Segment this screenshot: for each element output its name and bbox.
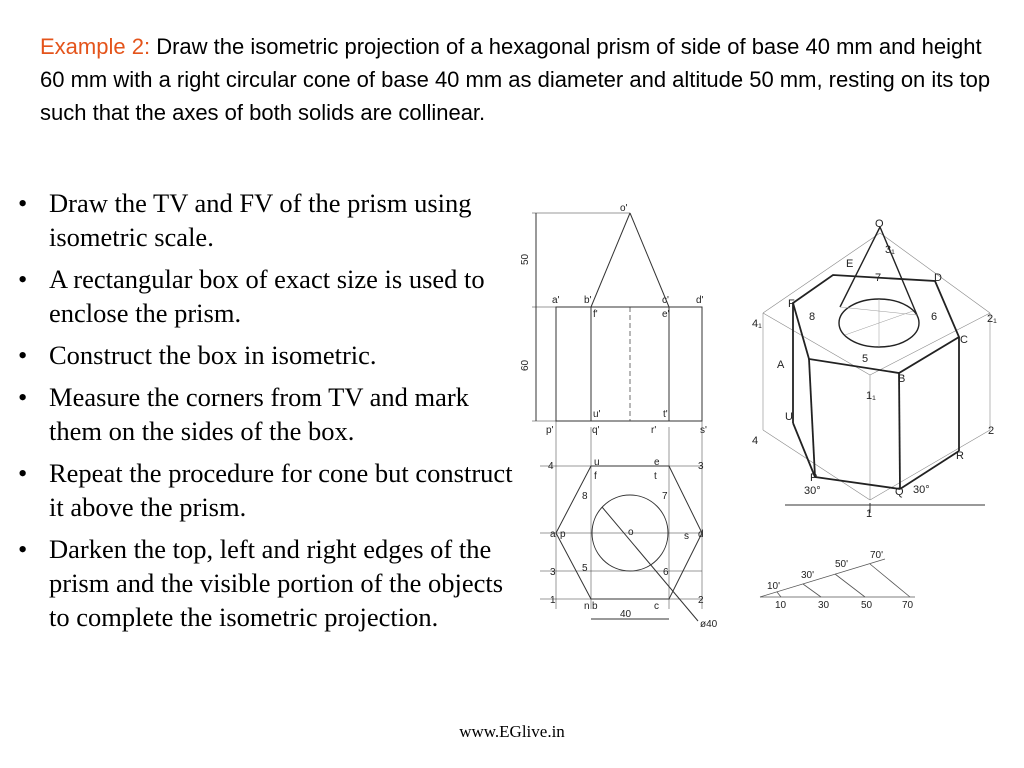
svg-text:3₁: 3₁ (885, 244, 895, 256)
svg-text:e': e' (662, 309, 670, 320)
svg-text:3: 3 (698, 461, 704, 472)
list-item-text: Construct the box in isometric. (49, 340, 377, 370)
svg-text:b: b (592, 601, 598, 612)
svg-text:d: d (698, 529, 704, 540)
svg-text:2: 2 (698, 595, 704, 606)
svg-text:1: 1 (550, 595, 556, 606)
svg-text:6: 6 (931, 311, 938, 323)
svg-text:d': d' (696, 295, 704, 306)
svg-text:b': b' (584, 295, 592, 306)
svg-text:n: n (584, 601, 590, 612)
orthographic-views-drawing (520, 195, 735, 640)
list-item-text: Repeat the procedure for cone but construct it above the prism. (49, 458, 513, 522)
problem-text: Draw the isometric projection of a hexagonal prism of side of base 40 mm and height 60 mm with a right circular cone of base 40 mm as diameter and altitude 50 mm, resting on its top such that the axes of both solids are collinear. (40, 34, 991, 125)
svg-text:q': q' (592, 425, 600, 436)
svg-text:50': 50' (835, 559, 849, 570)
list-item (18, 456, 523, 524)
svg-text:50: 50 (520, 253, 531, 265)
svg-text:a: a (550, 529, 556, 540)
isometric-projection-drawing (745, 215, 1010, 525)
svg-text:2: 2 (988, 425, 995, 437)
list-item (18, 262, 523, 330)
svg-text:C: C (960, 334, 968, 346)
svg-text:30°: 30° (804, 485, 821, 497)
svg-text:e: e (654, 457, 660, 468)
list-item-text: Draw the TV and FV of the prism using isometric scale. (49, 188, 472, 252)
isometric-scale-drawing (755, 545, 925, 615)
svg-text:8: 8 (809, 311, 816, 323)
svg-text:c: c (654, 601, 659, 612)
svg-text:o: o (628, 527, 634, 538)
svg-text:U: U (785, 411, 793, 423)
list-item (18, 380, 523, 448)
svg-text:7: 7 (875, 272, 882, 284)
svg-text:4: 4 (548, 461, 554, 472)
svg-text:4₁: 4₁ (752, 318, 762, 330)
svg-text:E: E (846, 258, 854, 270)
list-item (18, 338, 523, 372)
svg-text:60: 60 (520, 359, 531, 371)
svg-text:s': s' (700, 425, 707, 436)
svg-text:1: 1 (866, 508, 873, 520)
bullet-icon: • (18, 340, 28, 370)
svg-text:70': 70' (870, 550, 884, 561)
bullet-icon: • (18, 382, 28, 412)
svg-text:30': 30' (801, 570, 815, 581)
svg-text:10: 10 (775, 600, 787, 611)
svg-text:30: 30 (818, 600, 830, 611)
svg-text:B: B (898, 373, 906, 385)
list-item-text: A rectangular box of exact size is used to enclose the prism. (49, 264, 485, 328)
svg-text:50: 50 (861, 600, 873, 611)
problem-statement (40, 30, 1000, 129)
svg-text:u': u' (593, 409, 601, 420)
list-item-text: Darken the top, left and right edges of the prism and the visible portion of the objects to complete the isometric projection. (49, 534, 504, 632)
svg-text:a': a' (552, 295, 560, 306)
svg-text:70: 70 (902, 600, 914, 611)
svg-text:o': o' (620, 203, 628, 214)
svg-text:30°: 30° (913, 484, 930, 496)
example-label: Example 2: (40, 34, 151, 59)
svg-text:u: u (594, 457, 600, 468)
svg-text:r': r' (651, 425, 657, 436)
svg-text:p': p' (546, 425, 554, 436)
svg-text:10': 10' (767, 581, 781, 592)
svg-text:5: 5 (862, 353, 869, 365)
svg-text:f': f' (593, 309, 598, 320)
svg-text:p: p (560, 529, 566, 540)
footer-url: www.EGlive.in (459, 722, 565, 741)
list-item (18, 532, 523, 634)
svg-text:c': c' (662, 295, 669, 306)
svg-text:1₁: 1₁ (866, 390, 876, 402)
svg-text:F: F (788, 298, 795, 310)
svg-text:P: P (810, 472, 818, 484)
svg-text:O: O (875, 218, 884, 230)
svg-text:5: 5 (582, 563, 588, 574)
list-item-text: Measure the corners from TV and mark them on the sides of the box. (49, 382, 469, 446)
svg-text:A: A (777, 359, 785, 371)
bullet-icon: • (18, 458, 28, 488)
list-item (18, 186, 523, 254)
svg-text:t: t (654, 471, 657, 482)
svg-text:4: 4 (752, 435, 759, 447)
svg-text:2₁: 2₁ (987, 313, 997, 325)
svg-text:ø40: ø40 (700, 619, 718, 630)
svg-text:Q: Q (895, 486, 904, 498)
svg-text:R: R (956, 450, 964, 462)
svg-text:3: 3 (550, 567, 556, 578)
svg-text:D: D (934, 272, 942, 284)
bullet-icon: • (18, 534, 28, 564)
svg-text:8: 8 (582, 491, 588, 502)
bullet-icon: • (18, 188, 28, 218)
svg-text:t': t' (663, 409, 668, 420)
instruction-list (18, 186, 523, 642)
svg-text:6: 6 (663, 567, 669, 578)
bullet-icon: • (18, 264, 28, 294)
svg-text:f: f (594, 471, 597, 482)
svg-text:7: 7 (662, 491, 668, 502)
svg-text:40: 40 (620, 609, 632, 620)
svg-text:s: s (684, 531, 689, 542)
